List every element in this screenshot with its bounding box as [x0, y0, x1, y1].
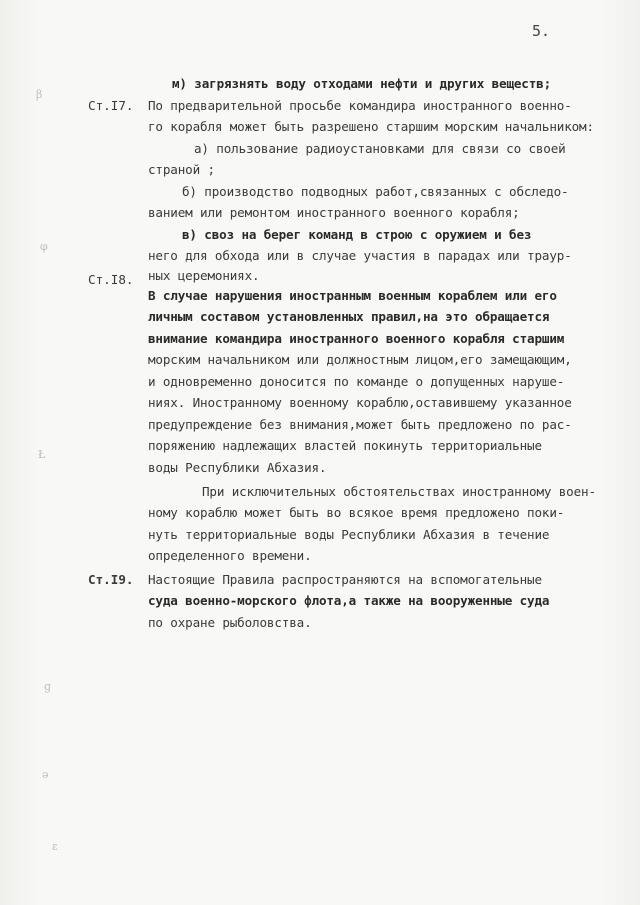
text-line: го корабля может быть разрешено старшим морским начальником:: [148, 119, 594, 134]
margin-mark: φ: [40, 240, 48, 253]
text-line: страной ;: [148, 162, 215, 177]
page-number: 5.: [532, 22, 551, 40]
text-line: Настоящие Правила распространяются на вспомогательные: [148, 572, 542, 587]
text-line: по охране рыболовства.: [148, 615, 312, 630]
text-line: определенного времени.: [148, 548, 312, 563]
text-line: В случае нарушения иностранным военным кораблем или его: [148, 288, 557, 303]
margin-mark: Ł: [38, 448, 46, 461]
text-line: поряжению надлежащих властей покинуть территориальные: [148, 438, 542, 453]
text-line: и одновременно доносится по команде о допущенных наруше-: [148, 374, 565, 389]
text-line: внимание командира иностранного военного корабля старшим: [148, 331, 565, 346]
text-line: предупреждение без внимания,может быть предложено по рас-: [148, 417, 572, 432]
article-17-label: Ст.I7.: [88, 98, 134, 113]
margin-mark: ə: [42, 768, 49, 781]
text-line: б) производство подводных работ,связанных с обследо-: [182, 184, 569, 199]
text-line: м) загрязнять воду отходами нефти и других веществ;: [172, 76, 552, 91]
text-line: ниях. Иностранному военному кораблю,оставившему указанное: [148, 395, 572, 410]
text-line: суда военно-морского флота,а также на вооруженные суда: [148, 593, 550, 608]
text-line: нуть территориальные воды Республики Абхазия в течение: [148, 527, 550, 542]
text-line: По предварительной просьбе командира иностранного военно-: [148, 98, 572, 113]
text-line: морским начальником или должностным лицом,его замещающим,: [148, 352, 572, 367]
margin-mark: β: [36, 88, 43, 101]
margin-mark: ɡ: [44, 680, 52, 693]
text-line: личным составом установленных правил,на это обращается: [148, 309, 550, 324]
text-line: а) пользование радиоустановками для связи со своей: [194, 141, 566, 156]
article-18-label: Ст.I8.: [88, 272, 134, 287]
text-line: него для обхода или в случае участия в парадах или траур-: [148, 248, 572, 263]
text-line: ных церемониях.: [148, 268, 260, 283]
article-19-label: Ст.I9.: [88, 572, 134, 587]
margin-mark: ε: [52, 840, 58, 853]
text-line: При исключительных обстоятельствах иностранному воен-: [202, 484, 596, 499]
text-line: ному кораблю может быть во всякое время предложено поки-: [148, 505, 565, 520]
text-line: в) своз на берег команд в строю с оружием и без: [182, 227, 532, 242]
text-line: воды Республики Абхазия.: [148, 460, 327, 475]
text-line: ванием или ремонтом иностранного военного корабля;: [148, 205, 520, 220]
